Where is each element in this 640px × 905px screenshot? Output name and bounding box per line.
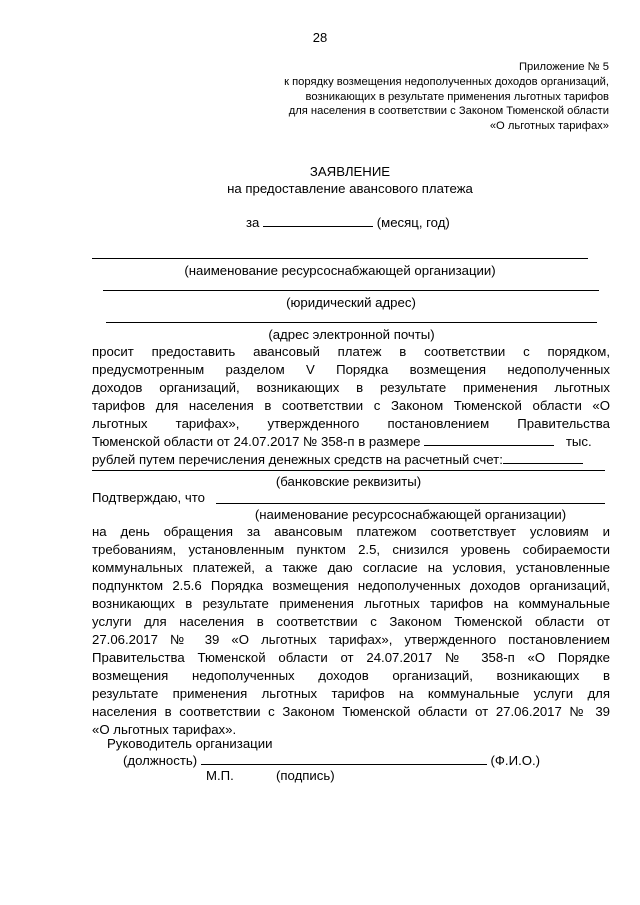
confirm-prefix: Подтверждаю, что [92, 490, 205, 505]
confirm-org-caption: (наименование ресурсоснабжающей организации) [254, 507, 567, 522]
amount-unit: тыс. [565, 434, 592, 449]
appendix-line: возникающих в результате применения льготных тарифов [305, 90, 609, 103]
org-name-caption: (наименование ресурсоснабжающей организации) [184, 263, 496, 278]
period-field[interactable] [263, 214, 373, 227]
paragraph-line: Правительства Тюменской области от 24.07.2017 № 358-п «О Порядке [92, 650, 610, 665]
appendix-line: для населения в соответствии с Законом Тюменской области [288, 105, 609, 118]
appendix-header [284, 60, 609, 134]
email-field[interactable] [106, 322, 597, 323]
paragraph-line: просит предоставить авансовый платеж в соответствии с порядком, [92, 344, 610, 359]
paragraph-line: услуги для населения в соответствии с Законом Тюменской области от [92, 614, 610, 629]
stamp-label: М.П. [206, 768, 234, 783]
document-title: ЗАЯВЛЕНИЕ [309, 164, 391, 179]
bank-details-caption: (банковские реквизиты) [275, 474, 422, 489]
appendix-line: к порядку возмещения недополученных доходов организаций, [284, 75, 609, 88]
account-field[interactable] [503, 451, 583, 464]
amount-field[interactable] [424, 433, 554, 446]
account-text: рублей путем перечисления денежных средств на расчетный счет: [92, 452, 503, 467]
appendix-line: Приложение № 5 [518, 61, 609, 73]
paragraph-line: коммунальных платежей, а также даю согласие на условия, установленные [92, 560, 610, 575]
period-prefix: за [246, 215, 260, 230]
request-paragraph [92, 343, 610, 469]
paragraph-line [92, 433, 610, 451]
document-subtitle: на предоставление авансового платежа [227, 181, 473, 196]
amount-text: Тюменской области от 24.07.2017 № 358-п в размере [92, 434, 421, 449]
legal-address-caption: (юридический адрес) [286, 295, 416, 310]
fio-label: (Ф.И.О.) [490, 753, 541, 768]
sign-label: (подпись) [276, 768, 335, 783]
confirm-org-field[interactable] [216, 503, 605, 504]
bank-details-field[interactable] [92, 470, 605, 471]
paragraph-line: льготных тарифах», утвержденного постановлением Правительства [92, 416, 610, 431]
paragraph-line: возникающих в результате применения льготных тарифов на коммунальные [92, 596, 610, 611]
position-label: (должность) [123, 753, 198, 768]
paragraph-line: доходов организаций, возникающих в результате применения льготных [92, 380, 610, 395]
paragraph-line: на день обращения за авансовым платежом соответствует условиям и [92, 524, 610, 539]
period-line [246, 214, 450, 230]
paragraph-line: требованиям, установленным пунктом 2.5, снизился уровень собираемости [92, 542, 610, 557]
signature-field[interactable] [201, 752, 487, 765]
appendix-line: «О льготных тарифах» [489, 120, 609, 133]
paragraph-line: результате применения льготных тарифов на коммунальные услуги для [92, 686, 610, 701]
paragraph-line: предусмотренным разделом V Порядка возмещения недополученных [92, 362, 610, 377]
period-suffix: (месяц, год) [376, 215, 450, 230]
paragraph-line: «О льготных тарифах». [92, 722, 237, 737]
signature-head: Руководитель организации [107, 736, 273, 751]
confirm-paragraph [92, 523, 610, 739]
signature-line [123, 752, 540, 768]
page-number: 28 [312, 30, 328, 45]
paragraph-line [92, 451, 610, 469]
paragraph-line: тарифов для населения в соответствии с Законом Тюменской области «О [92, 398, 610, 413]
paragraph-line: возмещения недополученных доходов организаций, возникающих в [92, 668, 610, 683]
email-caption: (адрес электронной почты) [268, 327, 435, 342]
paragraph-line: подпунктом 2.5.6 Порядка возмещения недополученных доходов организаций, [92, 578, 610, 593]
legal-address-field[interactable] [103, 290, 599, 291]
paragraph-line: населения в соответствии с Законом Тюменской области от 27.06.2017 № 39 [92, 704, 610, 719]
org-name-field[interactable] [92, 258, 588, 259]
paragraph-line: 27.06.2017 № 39 «О льготных тарифах», утвержденного постановлением [92, 632, 610, 647]
